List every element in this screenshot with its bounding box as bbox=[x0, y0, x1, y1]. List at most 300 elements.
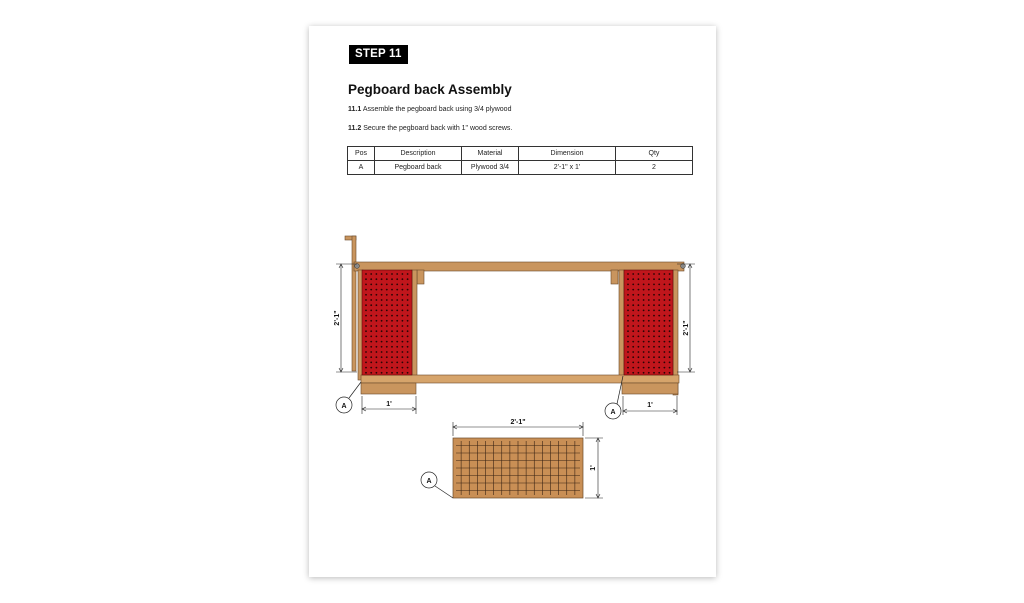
peg-hole bbox=[402, 351, 404, 353]
bolt-icon bbox=[681, 264, 686, 269]
peg-hole bbox=[381, 341, 383, 343]
peg-hole bbox=[664, 330, 666, 332]
peg-hole bbox=[376, 310, 378, 312]
peg-hole bbox=[396, 330, 398, 332]
peg-hole bbox=[376, 336, 378, 338]
table-cell: 2'-1" x 1' bbox=[519, 161, 616, 175]
peg-hole bbox=[376, 356, 378, 358]
peg-hole bbox=[396, 320, 398, 322]
peg-hole bbox=[381, 320, 383, 322]
peg-hole bbox=[638, 325, 640, 327]
peg-hole bbox=[638, 346, 640, 348]
peg-hole bbox=[643, 278, 645, 280]
peg-hole bbox=[370, 341, 372, 343]
instruction-text: Secure the pegboard back with 1" wood screws. bbox=[363, 125, 513, 132]
peg-hole bbox=[669, 304, 671, 306]
peg-hole bbox=[386, 325, 388, 327]
peg-hole bbox=[391, 372, 393, 374]
peg-hole bbox=[365, 341, 367, 343]
peg-hole bbox=[669, 346, 671, 348]
peg-hole bbox=[627, 294, 629, 296]
dimension-label: 1' bbox=[590, 465, 597, 471]
peg-hole bbox=[664, 278, 666, 280]
dimension-label: 2'-1" bbox=[510, 419, 526, 426]
peg-hole bbox=[386, 315, 388, 317]
peg-hole bbox=[627, 310, 629, 312]
peg-hole bbox=[653, 284, 655, 286]
peg-hole bbox=[376, 273, 378, 275]
peg-hole bbox=[365, 310, 367, 312]
peg-hole bbox=[638, 294, 640, 296]
peg-hole bbox=[648, 336, 650, 338]
peg-hole bbox=[638, 341, 640, 343]
peg-hole bbox=[386, 299, 388, 301]
peg-hole bbox=[370, 294, 372, 296]
peg-hole bbox=[632, 341, 634, 343]
peg-hole bbox=[402, 315, 404, 317]
peg-hole bbox=[391, 341, 393, 343]
peg-hole bbox=[386, 310, 388, 312]
page-title: Pegboard back Assembly bbox=[348, 82, 512, 97]
dimension-label: 1' bbox=[647, 402, 653, 409]
bracket bbox=[417, 270, 424, 284]
peg-hole bbox=[396, 294, 398, 296]
peg-hole bbox=[643, 336, 645, 338]
peg-hole bbox=[386, 362, 388, 364]
peg-hole bbox=[407, 289, 409, 291]
peg-hole bbox=[627, 304, 629, 306]
peg-hole bbox=[648, 351, 650, 353]
peg-hole bbox=[381, 273, 383, 275]
peg-hole bbox=[648, 346, 650, 348]
peg-hole bbox=[386, 304, 388, 306]
peg-hole bbox=[370, 278, 372, 280]
peg-hole bbox=[658, 315, 660, 317]
peg-hole bbox=[370, 299, 372, 301]
peg-hole bbox=[370, 304, 372, 306]
peg-hole bbox=[643, 325, 645, 327]
peg-hole bbox=[658, 362, 660, 364]
peg-hole bbox=[648, 330, 650, 332]
table-cell: 2 bbox=[616, 161, 693, 175]
peg-hole bbox=[669, 294, 671, 296]
peg-hole bbox=[402, 372, 404, 374]
peg-hole bbox=[648, 278, 650, 280]
peg-hole bbox=[632, 315, 634, 317]
right-inner-frame bbox=[619, 270, 624, 380]
peg-hole bbox=[638, 372, 640, 374]
peg-hole bbox=[381, 356, 383, 358]
peg-hole bbox=[407, 320, 409, 322]
peg-hole bbox=[664, 351, 666, 353]
peg-hole bbox=[386, 372, 388, 374]
peg-hole bbox=[376, 346, 378, 348]
peg-hole bbox=[632, 299, 634, 301]
right-base bbox=[622, 383, 678, 394]
column-header: Material bbox=[462, 147, 519, 161]
peg-hole bbox=[407, 362, 409, 364]
peg-hole bbox=[638, 273, 640, 275]
instruction-text: Assemble the pegboard back using 3/4 plywood bbox=[362, 106, 512, 113]
peg-hole bbox=[365, 273, 367, 275]
table-cell: Pegboard back bbox=[375, 161, 462, 175]
peg-hole bbox=[648, 341, 650, 343]
peg-hole bbox=[664, 289, 666, 291]
peg-hole bbox=[381, 310, 383, 312]
peg-hole bbox=[627, 346, 629, 348]
peg-hole bbox=[402, 346, 404, 348]
peg-hole bbox=[376, 372, 378, 374]
peg-hole bbox=[365, 320, 367, 322]
peg-hole bbox=[391, 273, 393, 275]
peg-hole bbox=[370, 325, 372, 327]
peg-hole bbox=[381, 289, 383, 291]
peg-hole bbox=[632, 289, 634, 291]
peg-hole bbox=[638, 320, 640, 322]
peg-hole bbox=[370, 356, 372, 358]
left-post bbox=[352, 236, 356, 371]
peg-hole bbox=[391, 336, 393, 338]
peg-hole bbox=[658, 273, 660, 275]
peg-hole bbox=[376, 315, 378, 317]
peg-hole bbox=[669, 336, 671, 338]
peg-hole bbox=[664, 310, 666, 312]
peg-hole bbox=[669, 320, 671, 322]
peg-hole bbox=[365, 284, 367, 286]
peg-hole bbox=[653, 320, 655, 322]
peg-hole bbox=[653, 315, 655, 317]
peg-hole bbox=[381, 304, 383, 306]
peg-hole bbox=[664, 325, 666, 327]
peg-hole bbox=[391, 278, 393, 280]
peg-hole bbox=[381, 299, 383, 301]
peg-hole bbox=[396, 273, 398, 275]
peg-hole bbox=[402, 299, 404, 301]
peg-hole bbox=[627, 336, 629, 338]
peg-hole bbox=[632, 336, 634, 338]
peg-hole bbox=[391, 351, 393, 353]
peg-hole bbox=[658, 346, 660, 348]
peg-hole bbox=[402, 325, 404, 327]
peg-hole bbox=[638, 289, 640, 291]
peg-hole bbox=[648, 304, 650, 306]
peg-hole bbox=[643, 294, 645, 296]
peg-hole bbox=[632, 351, 634, 353]
peg-hole bbox=[402, 330, 404, 332]
peg-hole bbox=[658, 351, 660, 353]
dimension-label: 1' bbox=[386, 401, 392, 408]
peg-hole bbox=[402, 304, 404, 306]
callout-leader bbox=[349, 382, 361, 398]
peg-hole bbox=[386, 294, 388, 296]
peg-hole bbox=[365, 289, 367, 291]
dimension-label: 2'-1" bbox=[334, 310, 341, 326]
column-header: Dimension bbox=[519, 147, 616, 161]
peg-hole bbox=[664, 315, 666, 317]
peg-hole bbox=[627, 341, 629, 343]
peg-hole bbox=[664, 294, 666, 296]
peg-hole bbox=[658, 330, 660, 332]
peg-hole bbox=[391, 315, 393, 317]
peg-hole bbox=[407, 284, 409, 286]
peg-hole bbox=[386, 367, 388, 369]
peg-hole bbox=[648, 325, 650, 327]
peg-hole bbox=[370, 310, 372, 312]
peg-hole bbox=[653, 362, 655, 364]
peg-hole bbox=[365, 362, 367, 364]
peg-hole bbox=[386, 341, 388, 343]
peg-hole bbox=[664, 336, 666, 338]
peg-hole bbox=[627, 367, 629, 369]
peg-hole bbox=[386, 351, 388, 353]
peg-hole bbox=[396, 367, 398, 369]
peg-hole bbox=[381, 367, 383, 369]
peg-hole bbox=[365, 356, 367, 358]
peg-hole bbox=[376, 284, 378, 286]
peg-hole bbox=[664, 299, 666, 301]
peg-hole bbox=[391, 284, 393, 286]
peg-hole bbox=[407, 346, 409, 348]
left-base bbox=[361, 383, 416, 394]
peg-hole bbox=[627, 278, 629, 280]
peg-hole bbox=[365, 278, 367, 280]
peg-hole bbox=[396, 372, 398, 374]
peg-hole bbox=[632, 362, 634, 364]
peg-hole bbox=[643, 284, 645, 286]
peg-hole bbox=[643, 362, 645, 364]
peg-hole bbox=[627, 356, 629, 358]
peg-hole bbox=[365, 299, 367, 301]
peg-hole bbox=[396, 315, 398, 317]
peg-hole bbox=[658, 310, 660, 312]
table-cell: Plywood 3/4 bbox=[462, 161, 519, 175]
peg-hole bbox=[653, 294, 655, 296]
peg-hole bbox=[391, 367, 393, 369]
peg-hole bbox=[632, 273, 634, 275]
peg-hole bbox=[648, 294, 650, 296]
peg-hole bbox=[370, 273, 372, 275]
peg-hole bbox=[643, 304, 645, 306]
peg-hole bbox=[632, 346, 634, 348]
peg-hole bbox=[407, 310, 409, 312]
peg-hole bbox=[627, 299, 629, 301]
peg-hole bbox=[627, 351, 629, 353]
peg-hole bbox=[643, 367, 645, 369]
peg-hole bbox=[365, 346, 367, 348]
bolt-icon bbox=[355, 264, 360, 269]
peg-hole bbox=[402, 341, 404, 343]
peg-hole bbox=[402, 289, 404, 291]
peg-hole bbox=[396, 336, 398, 338]
peg-hole bbox=[648, 356, 650, 358]
peg-hole bbox=[376, 299, 378, 301]
peg-hole bbox=[386, 336, 388, 338]
peg-hole bbox=[627, 372, 629, 374]
peg-hole bbox=[664, 356, 666, 358]
peg-hole bbox=[370, 320, 372, 322]
peg-hole bbox=[632, 304, 634, 306]
peg-hole bbox=[370, 351, 372, 353]
peg-hole bbox=[396, 362, 398, 364]
peg-hole bbox=[638, 367, 640, 369]
peg-hole bbox=[370, 315, 372, 317]
peg-hole bbox=[407, 325, 409, 327]
peg-hole bbox=[638, 330, 640, 332]
peg-hole bbox=[391, 310, 393, 312]
peg-hole bbox=[658, 304, 660, 306]
peg-hole bbox=[391, 304, 393, 306]
peg-hole bbox=[653, 372, 655, 374]
peg-hole bbox=[664, 362, 666, 364]
peg-hole bbox=[648, 284, 650, 286]
peg-hole bbox=[407, 273, 409, 275]
peg-hole bbox=[365, 330, 367, 332]
peg-hole bbox=[407, 330, 409, 332]
peg-hole bbox=[407, 304, 409, 306]
peg-hole bbox=[632, 320, 634, 322]
peg-hole bbox=[653, 341, 655, 343]
callout-label: A bbox=[426, 478, 432, 485]
peg-hole bbox=[376, 341, 378, 343]
peg-hole bbox=[653, 304, 655, 306]
peg-hole bbox=[653, 330, 655, 332]
peg-hole bbox=[658, 372, 660, 374]
peg-hole bbox=[386, 330, 388, 332]
peg-hole bbox=[643, 356, 645, 358]
dimension-right-height bbox=[677, 264, 695, 372]
peg-hole bbox=[381, 284, 383, 286]
peg-hole bbox=[632, 294, 634, 296]
callout-label: A bbox=[341, 403, 347, 410]
peg-hole bbox=[648, 362, 650, 364]
workbench-diagram bbox=[345, 236, 685, 395]
peg-hole bbox=[658, 325, 660, 327]
peg-hole bbox=[386, 320, 388, 322]
peg-hole bbox=[402, 367, 404, 369]
peg-hole bbox=[638, 351, 640, 353]
document-page bbox=[309, 26, 716, 577]
peg-hole bbox=[664, 320, 666, 322]
peg-hole bbox=[396, 284, 398, 286]
peg-hole bbox=[381, 315, 383, 317]
peg-hole bbox=[402, 284, 404, 286]
peg-hole bbox=[376, 289, 378, 291]
instruction-number: 11.1 bbox=[348, 106, 362, 113]
column-header: Qty bbox=[616, 147, 693, 161]
peg-hole bbox=[648, 372, 650, 374]
peg-hole bbox=[669, 330, 671, 332]
peg-hole bbox=[370, 336, 372, 338]
peg-hole bbox=[648, 315, 650, 317]
peg-hole bbox=[381, 325, 383, 327]
peg-hole bbox=[391, 330, 393, 332]
peg-hole bbox=[632, 330, 634, 332]
peg-hole bbox=[664, 341, 666, 343]
peg-hole bbox=[365, 315, 367, 317]
peg-hole bbox=[632, 310, 634, 312]
peg-hole bbox=[658, 299, 660, 301]
peg-hole bbox=[391, 356, 393, 358]
peg-hole bbox=[627, 273, 629, 275]
peg-hole bbox=[632, 278, 634, 280]
peg-hole bbox=[391, 346, 393, 348]
peg-hole bbox=[407, 336, 409, 338]
peg-hole bbox=[658, 367, 660, 369]
peg-hole bbox=[381, 278, 383, 280]
peg-hole bbox=[658, 294, 660, 296]
peg-hole bbox=[653, 356, 655, 358]
peg-hole bbox=[664, 284, 666, 286]
peg-hole bbox=[402, 278, 404, 280]
peg-hole bbox=[381, 336, 383, 338]
peg-hole bbox=[376, 325, 378, 327]
peg-hole bbox=[370, 367, 372, 369]
peg-hole bbox=[396, 356, 398, 358]
peg-hole bbox=[632, 284, 634, 286]
peg-hole bbox=[402, 362, 404, 364]
peg-hole bbox=[376, 278, 378, 280]
peg-hole bbox=[391, 320, 393, 322]
peg-hole bbox=[653, 367, 655, 369]
left-pegboard bbox=[362, 270, 412, 375]
peg-hole bbox=[643, 273, 645, 275]
peg-hole bbox=[376, 320, 378, 322]
peg-hole bbox=[627, 320, 629, 322]
peg-hole bbox=[669, 310, 671, 312]
peg-hole bbox=[658, 278, 660, 280]
peg-hole bbox=[386, 356, 388, 358]
peg-hole bbox=[658, 289, 660, 291]
column-header: Pos bbox=[348, 147, 375, 161]
peg-hole bbox=[653, 273, 655, 275]
peg-hole bbox=[376, 351, 378, 353]
peg-hole bbox=[381, 294, 383, 296]
peg-hole bbox=[627, 315, 629, 317]
peg-hole bbox=[643, 320, 645, 322]
peg-hole bbox=[664, 372, 666, 374]
peg-hole bbox=[396, 304, 398, 306]
peg-hole bbox=[396, 299, 398, 301]
peg-hole bbox=[669, 273, 671, 275]
peg-hole bbox=[396, 310, 398, 312]
peg-hole bbox=[643, 310, 645, 312]
peg-hole bbox=[632, 325, 634, 327]
peg-hole bbox=[669, 367, 671, 369]
peg-hole bbox=[365, 304, 367, 306]
peg-hole bbox=[376, 362, 378, 364]
bracket bbox=[611, 270, 618, 284]
peg-hole bbox=[407, 294, 409, 296]
peg-hole bbox=[669, 356, 671, 358]
peg-hole bbox=[658, 336, 660, 338]
peg-hole bbox=[396, 351, 398, 353]
peg-hole bbox=[370, 289, 372, 291]
peg-hole bbox=[653, 310, 655, 312]
peg-hole bbox=[391, 299, 393, 301]
peg-hole bbox=[365, 336, 367, 338]
peg-hole bbox=[407, 278, 409, 280]
peg-hole bbox=[643, 330, 645, 332]
peg-hole bbox=[365, 372, 367, 374]
callout-leader bbox=[435, 486, 453, 498]
peg-hole bbox=[653, 336, 655, 338]
peg-hole bbox=[402, 310, 404, 312]
peg-hole bbox=[381, 351, 383, 353]
pegboard-detail bbox=[453, 438, 583, 498]
peg-hole bbox=[664, 367, 666, 369]
peg-hole bbox=[402, 356, 404, 358]
peg-hole bbox=[638, 310, 640, 312]
